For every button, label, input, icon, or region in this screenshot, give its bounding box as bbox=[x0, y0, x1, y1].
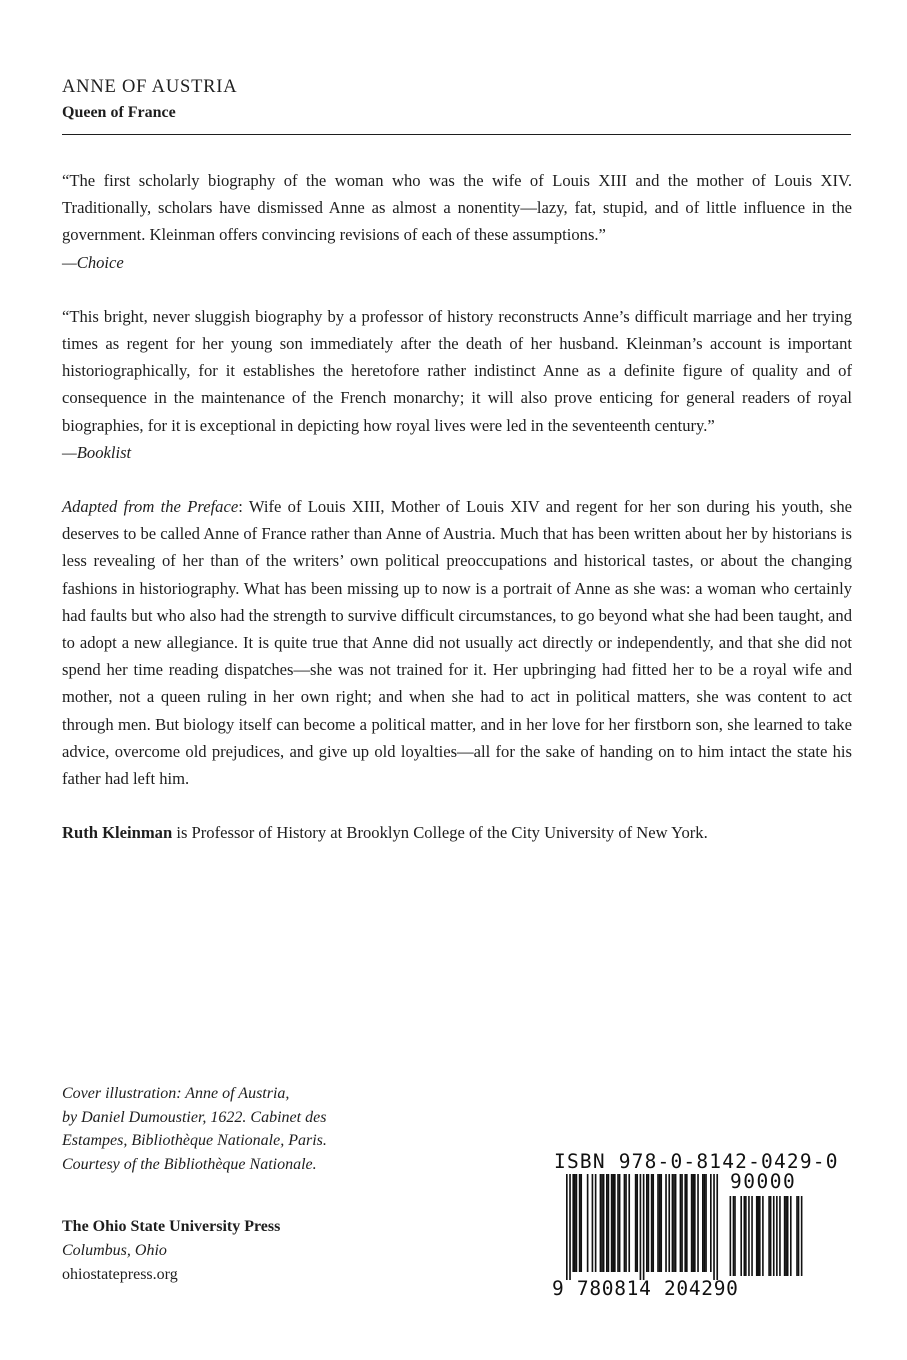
header bbox=[62, 75, 852, 124]
barcode-bar bbox=[744, 1196, 746, 1276]
review-quote: “The first scholarly biography of the woman who was the wife of Louis XIII and the mother of Louis XIV. Traditionally, scholars have dismissed Anne as almost a nonentity—lazy, fat, stupid, and of little influence in the government. Kleinman offers convincing revisions of each of these assumptions.” bbox=[62, 171, 852, 245]
barcode-bar bbox=[734, 1196, 736, 1276]
barcode-bar bbox=[576, 1174, 578, 1272]
barcode-bar bbox=[776, 1196, 778, 1276]
barcode-bar bbox=[580, 1174, 582, 1272]
barcode-bar bbox=[790, 1196, 792, 1276]
barcode-bar bbox=[768, 1196, 770, 1276]
barcode-bar bbox=[770, 1196, 772, 1276]
barcode-bar bbox=[684, 1174, 686, 1272]
publisher-name: The Ohio State University Press bbox=[62, 1218, 281, 1235]
barcode-bar bbox=[646, 1174, 648, 1272]
preface-text: : Wife of Louis XIII, Mother of Louis XIV and regent for her son during his youth, she deserves to be called Anne of France rather than Anne of Austria. Much that has been written about her by historians is less revealing of her than of the writers’ own political preoccupations and historical tastes, or about the changing fashions in historiography. What has been missing up to now is a portrait of Anne as she was: a woman who certainly had faults but who also had the strength to survive difficult circumstances, to go beyond what she had been taught, and to adopt a new allegiance. It is quite true that Anne did not usually act directly or independently, and that she did not spend her time reading dispatches—she was not trained for it. Her upbringing had fitted her to be a royal wife and mother, not a queen ruling in her own right; and when she had to act in political matters, she was content to act through men. But biology itself can become a political matter, and in her love for her firstborn son, she learned to take advice, overcome old prejudices, and give up old loyalties—all for the sake of handing on to him intact the state his father had left him. bbox=[62, 497, 853, 789]
barcode-bar bbox=[668, 1174, 670, 1272]
barcode-bar bbox=[611, 1174, 613, 1272]
review-source: —Booklist bbox=[62, 442, 132, 462]
barcode-bar bbox=[691, 1174, 693, 1272]
barcode-bar bbox=[660, 1174, 662, 1272]
barcode-bar bbox=[702, 1174, 704, 1272]
barcode-bar bbox=[606, 1174, 608, 1272]
barcode-bar bbox=[675, 1174, 677, 1272]
barcode-bar bbox=[716, 1174, 718, 1280]
author-name: Ruth Kleinman bbox=[62, 823, 173, 843]
barcode-bar bbox=[681, 1174, 683, 1272]
barcode-bar bbox=[624, 1174, 626, 1272]
barcode-bar bbox=[608, 1174, 610, 1272]
barcode-bar bbox=[566, 1174, 568, 1280]
barcode-bar bbox=[686, 1174, 688, 1272]
barcode-bar bbox=[745, 1196, 747, 1276]
barcode-bar bbox=[572, 1174, 574, 1272]
barcode-bar bbox=[587, 1174, 589, 1272]
barcode-bar bbox=[648, 1174, 650, 1272]
review-quote: “This bright, never sluggish biography by a professor of history reconstructs Anne’s difficult marriage and her trying times as regent for her young son immediately after the death of her husband. Kleinman’s account is important historiographically, for it establishes the heretofore rather indistinct Anne as a definite figure of quality and of consequence in the maintenance of the French monarchy; it will also prove enticing for general readers of royal biographies, for it is exceptional in depicting how royal lives were led in the seventeenth century.” bbox=[62, 306, 852, 435]
barcode-bar bbox=[614, 1174, 616, 1272]
barcode-bar bbox=[652, 1174, 654, 1272]
barcode-bar bbox=[787, 1196, 789, 1276]
barcode-bar bbox=[756, 1196, 758, 1276]
barcode-bar bbox=[740, 1196, 742, 1276]
cover-credit bbox=[62, 1082, 402, 1176]
barcode-bar bbox=[617, 1174, 619, 1272]
preface-label: Adapted from the Preface bbox=[62, 497, 239, 517]
barcode-bar bbox=[697, 1174, 699, 1272]
author-bio-text: is Professor of History at Brooklyn College of the City University of New York. bbox=[172, 823, 708, 843]
barcode-bar bbox=[680, 1174, 682, 1272]
cover-credit-line: Courtesy of the Bibliothèque Nationale. bbox=[62, 1155, 317, 1173]
barcode-bar bbox=[628, 1174, 630, 1272]
barcode-bar bbox=[595, 1174, 597, 1272]
ean-bars bbox=[566, 1174, 718, 1280]
barcode-bar bbox=[759, 1196, 761, 1276]
publisher-block bbox=[62, 1215, 402, 1287]
barcode-bar bbox=[673, 1174, 675, 1272]
review-booklist bbox=[62, 303, 852, 466]
barcode-bar bbox=[600, 1174, 602, 1272]
barcode-bar bbox=[601, 1174, 603, 1272]
barcode-bar bbox=[694, 1174, 696, 1272]
barcode-bar bbox=[619, 1174, 621, 1272]
publisher-website: ohiostatepress.org bbox=[62, 1266, 178, 1283]
barcode-bar bbox=[704, 1174, 706, 1272]
book-title: ANNE OF AUSTRIA bbox=[62, 77, 238, 97]
barcode-bar bbox=[569, 1174, 571, 1280]
barcode-bar bbox=[785, 1196, 787, 1276]
book-subtitle: Queen of France bbox=[62, 104, 176, 121]
barcode-bar bbox=[657, 1174, 659, 1272]
barcode-bar bbox=[603, 1174, 605, 1272]
review-choice bbox=[62, 167, 852, 276]
barcode-bar bbox=[796, 1196, 798, 1276]
barcode-bar bbox=[659, 1174, 661, 1272]
barcode-bar bbox=[733, 1196, 735, 1276]
barcode-bar bbox=[762, 1196, 764, 1276]
addon-bars bbox=[730, 1196, 803, 1276]
barcode-bar bbox=[713, 1174, 715, 1280]
barcode-bar bbox=[579, 1174, 581, 1272]
review-source: —Choice bbox=[62, 252, 124, 272]
barcode-bar bbox=[643, 1174, 645, 1280]
barcode-addon-digits: 90000 bbox=[730, 1170, 797, 1193]
barcode-bar bbox=[773, 1196, 775, 1276]
barcode-bar bbox=[798, 1196, 800, 1276]
barcode-bar bbox=[672, 1174, 674, 1272]
isbn-barcode bbox=[552, 1150, 839, 1305]
barcode-bar bbox=[625, 1174, 627, 1272]
barcode-bars bbox=[552, 1172, 812, 1280]
barcode-bar bbox=[640, 1174, 642, 1280]
barcode-bar bbox=[784, 1196, 786, 1276]
barcode-bar bbox=[705, 1174, 707, 1272]
ean-digits: 9 780814 204290 bbox=[552, 1277, 739, 1300]
barcode-bar bbox=[730, 1196, 732, 1276]
barcode-bar bbox=[692, 1174, 694, 1272]
cover-credit-line: Estampes, Bibliothèque Nationale, Paris. bbox=[62, 1132, 327, 1149]
header-divider bbox=[62, 134, 851, 135]
publisher-city: Columbus, Ohio bbox=[62, 1242, 167, 1259]
cover-credit-line: Cover illustration: Anne of Austria, bbox=[62, 1085, 290, 1102]
barcode-bar bbox=[574, 1174, 576, 1272]
barcode-bar bbox=[710, 1174, 712, 1272]
barcode-bar bbox=[801, 1196, 803, 1276]
barcode-bar bbox=[757, 1196, 759, 1276]
cover-credit-line: by Daniel Dumoustier, 1622. Cabinet des bbox=[62, 1108, 327, 1126]
author-bio bbox=[62, 819, 852, 846]
barcode-bar bbox=[592, 1174, 594, 1272]
preface-excerpt bbox=[62, 493, 852, 792]
barcode-bar bbox=[751, 1196, 753, 1276]
barcode-bar bbox=[636, 1174, 638, 1272]
barcode-bar bbox=[612, 1174, 614, 1272]
barcode-bar bbox=[748, 1196, 750, 1276]
barcode-bar bbox=[651, 1174, 653, 1272]
back-cover-text bbox=[62, 167, 852, 846]
barcode-bar bbox=[779, 1196, 781, 1276]
barcode-bar bbox=[635, 1174, 637, 1272]
barcode-bar bbox=[665, 1174, 667, 1272]
isbn-label: ISBN 978-0-8142-0429-0 bbox=[554, 1150, 839, 1173]
